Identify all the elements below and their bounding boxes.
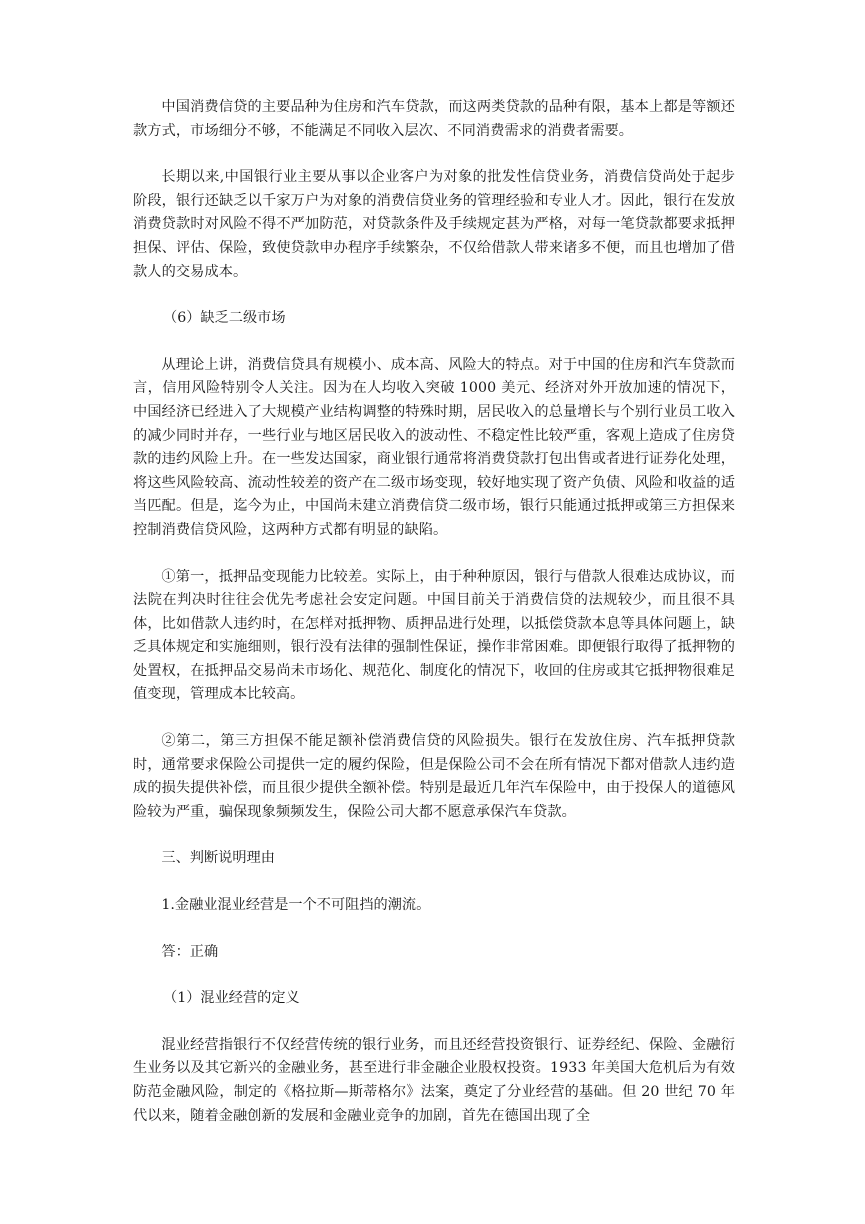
paragraph-banking-experience: 长期以来,中国银行业主要从事以企业客户为对象的批发性信贷业务，消费信贷尚处于起步阶段，银行还缺乏以千家万户为对象的消费信贷业务的管理经验和专业人才。因此，银行在发放消费贷款时对风险不得不严加防范，对贷款条件及手续规定甚为严格，对每一笔贷款都要求抵押担保、评估、保险，致使贷款申办程序手续繁杂，不仅给借款人带来诸多不便，而且也增加了借款人的交易成本。 (133, 169, 735, 280)
section-heading-judgement: 三、判断说明理由 (161, 850, 275, 867)
document-page (133, 96, 735, 1151)
paragraph-consumer-credit-varieties: 中国消费信贷的主要品种为住房和汽车贷款，而这两类贷款的品种有限，基本上都是等额还款方式，市场细分不够，不能满足不同收入层次、不同消费需求的消费者需要。 (133, 99, 735, 139)
section-heading-secondary-market: （6）缺乏二级市场 (163, 310, 286, 327)
paragraph-collateral-liquidity: ①第一，抵押品变现能力比较差。实际上，由于种种原因，银行与借款人很难达成协议，而法院在判决时往往会优先考虑社会安定问题。中国目前关于消费信贷的法规较少，而且很不具体，比如借款人违约时，在怎样对抵押物、质押品进行处理，以抵偿贷款本息等具体问题上，缺乏具体规定和实施细则，银行没有法律的强制性保证，操作非常困难。即便银行取得了抵押物的处置权，在抵押品交易尚未市场化、规范化、制度化的情况下，收回的住房或其它抵押物很难足值变现，管理成本比较高。 (133, 568, 735, 703)
paragraph-credit-risk: 从理论上讲，消费信贷具有规模小、成本高、风险大的特点。对于中国的住房和汽车贷款而言，信用风险特别令人关注。因为在人均收入突破 1000 美元、经济对外开放加速的情况下，中国经济已经进入了大规模产业结构调整的特殊时期，居民收入的总量增长与个别行业员工收入的减少同时并存，一些行业与地区居民收入的波动性、不稳定性比较严重，客观上造成了住房贷款的违约风险上升。在一些发达国家，商业银行通常将消费贷款打包出售或者进行证券化处理，将这些风险较高、流动性较差的资产在二级市场变现，较好地实现了资产负债、风险和收益的适当匹配。但是，迄今为止，中国尚未建立消费信贷二级市场，银行只能通过抵押或第三方担保来控制消费信贷风险，这两种方式都有明显的缺陷。 (133, 356, 735, 538)
paragraph-third-party-guarantee: ②第二，第三方担保不能足额补偿消费信贷的风险损失。银行在发放住房、汽车抵押贷款时，通常要求保险公司提供一定的履约保险，但是保险公司不会在所有情况下都对借款人违约造成的损失提供补偿，而且很少提供全额补偿。特别是最近几年汽车保险中，由于投保人的道德风险较为严重，骗保现象频频发生，保险公司大都不愿意承保汽车贷款。 (133, 733, 735, 820)
paragraph-mixed-operation-definition: 混业经营指银行不仅经营传统的银行业务，而且还经营投资银行、证券经纪、保险、金融衍生业务以及其它新兴的金融业务，甚至进行非金融企业股权投资。1933 年美国大危机后为有效防范金融风险，制定的《格拉斯—斯蒂格尔》法案，奠定了分业经营的基础。但 20 世纪 70 年代以来，随着金融创新的发展和金融业竞争的加剧，首先在德国出现了全 (133, 1036, 735, 1124)
question-mixed-operation: 1.金融业混业经营是一个不可阻挡的潮流。 (161, 897, 431, 914)
answer-label: 答：正确 (161, 943, 219, 960)
section-heading-definition: （1）混业经营的定义 (163, 990, 300, 1007)
